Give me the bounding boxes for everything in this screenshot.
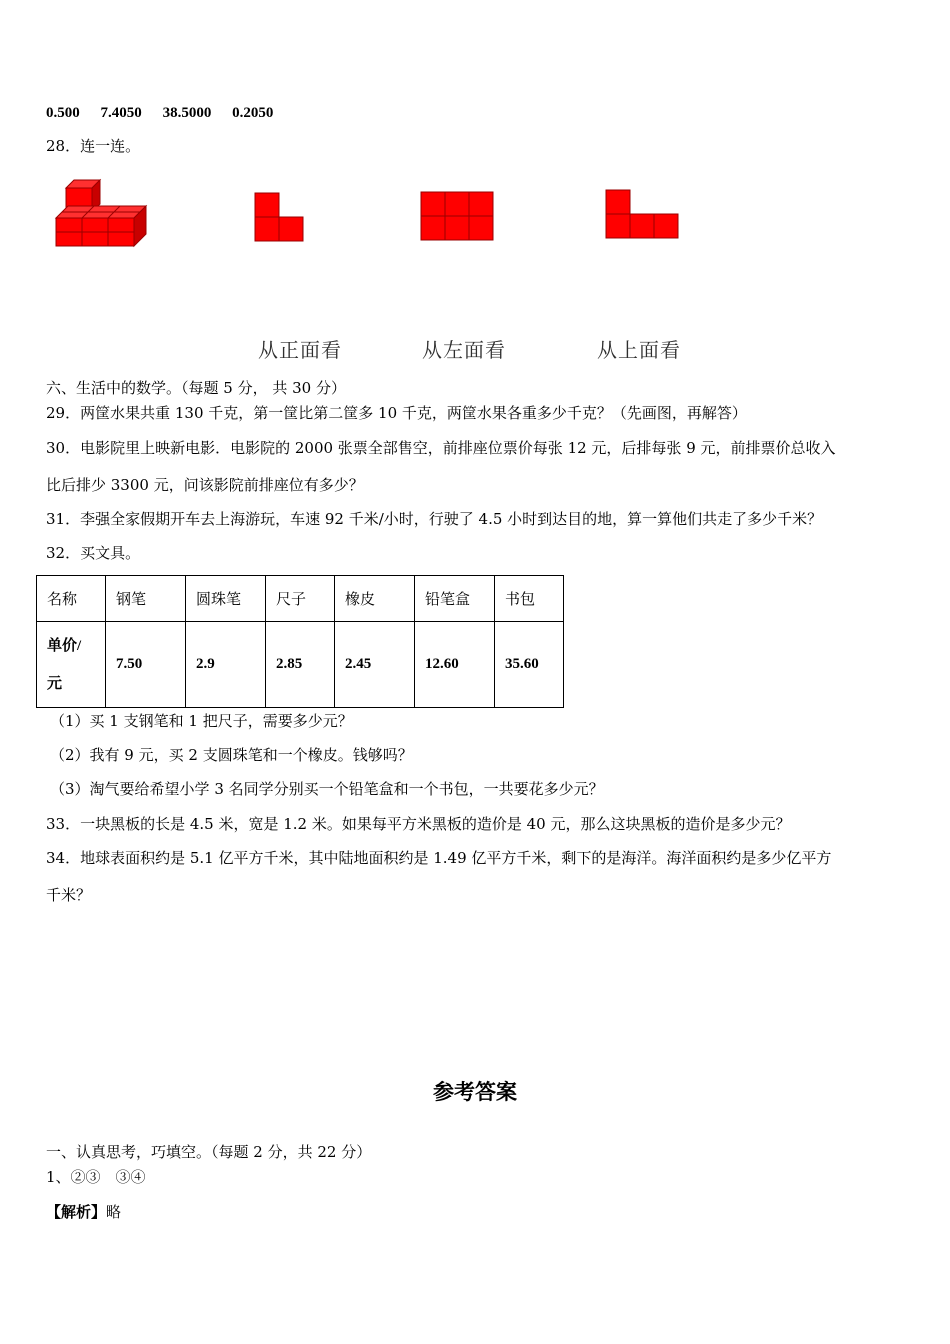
- row-label-line-1: 单价/: [47, 637, 82, 654]
- number-1: 0.500: [46, 105, 80, 121]
- label-top-view: 从上面看: [597, 338, 681, 362]
- question-34-line-2: 千米？: [46, 886, 92, 904]
- label-front-view: 从正面看: [258, 338, 342, 362]
- price-eraser: 2.45: [335, 622, 415, 708]
- view-long-l-shape: [605, 189, 681, 241]
- question-30-line-1: 30．电影院里上映新电影．电影院的 2000 张票全部售空，前排座位票价每张 12 元，后排每张 9 元，前排票价总收入: [46, 439, 836, 457]
- number-2: 7.4050: [100, 105, 142, 121]
- analysis: [46, 1202, 121, 1222]
- header-cell-schoolbag: 书包: [495, 576, 564, 622]
- section-6-heading: 六、生活中的数学。（每题 5 分， 共 30 分）: [46, 379, 346, 397]
- numbers-row: [46, 102, 289, 123]
- question-29: 29．两筐水果共重 130 千克，第一筐比第二筐多 10 千克，两筐水果各重多少千克？（先画图，再解答）: [46, 404, 747, 422]
- row-label-unit-price: [37, 622, 106, 708]
- price-table: [36, 575, 564, 708]
- question-30-line-2: 比后排少 3300 元，问该影院前排座位有多少？: [46, 476, 364, 494]
- label-left-view: 从左面看: [422, 338, 506, 362]
- view-l-shape: [254, 192, 306, 244]
- solid-figure: [52, 178, 152, 250]
- row-label-line-2: 元: [47, 675, 63, 692]
- table-value-row: [37, 622, 564, 708]
- price-ballpen: 2.9: [186, 622, 266, 708]
- question-32: 32．买文具。: [46, 544, 141, 562]
- header-cell-ruler: 尺子: [266, 576, 335, 622]
- number-3: 38.5000: [162, 105, 212, 121]
- price-schoolbag: 35.60: [495, 622, 564, 708]
- question-31: 31．李强全家假期开车去上海游玩，车速 92 千米/小时，行驶了 4.5 小时到达目的地，算一算他们共走了多少千米？: [46, 510, 823, 528]
- question-28: 28．连一连。: [46, 137, 141, 155]
- price-pencil-case: 12.60: [415, 622, 495, 708]
- question-33: 33．一块黑板的长是 4.5 米，宽是 1.2 米。如果每平方米黑板的造价是 40 元，那么这块黑板的造价是多少元？: [46, 815, 791, 833]
- price-ruler: 2.85: [266, 622, 335, 708]
- answer-title: 参考答案: [433, 1080, 517, 1104]
- header-cell-ballpen: 圆珠笔: [186, 576, 266, 622]
- question-32-part-2: （2）我有 9 元，买 2 支圆珠笔和一个橡皮。钱够吗？: [50, 746, 413, 764]
- number-4: 0.2050: [232, 105, 274, 121]
- header-cell-pen: 钢笔: [106, 576, 186, 622]
- analysis-text: 略: [106, 1203, 122, 1221]
- answer-section-1-heading: 一、认真思考，巧填空。（每题 2 分，共 22 分）: [46, 1143, 372, 1161]
- header-cell-eraser: 橡皮: [335, 576, 415, 622]
- question-34-line-1: 34．地球表面积约是 5.1 亿平方千米，其中陆地面积约是 1.49 亿平方千米，剩下的是海洋。海洋面积约是多少亿平方: [46, 849, 832, 867]
- table-header-row: [37, 576, 564, 622]
- answer-1: 1、②③ ③④: [46, 1168, 146, 1186]
- view-grid-shape: [420, 191, 495, 243]
- question-32-part-3: （3）淘气要给希望小学 3 名同学分别买一个铅笔盒和一个书包，一共要花多少元？: [50, 780, 604, 798]
- question-32-part-1: （1）买 1 支钢笔和 1 把尺子，需要多少元？: [50, 712, 353, 730]
- analysis-label: 【解析】: [46, 1203, 107, 1221]
- header-cell-pencil-case: 铅笔盒: [415, 576, 495, 622]
- price-pen: 7.50: [106, 622, 186, 708]
- header-cell-name: 名称: [37, 576, 106, 622]
